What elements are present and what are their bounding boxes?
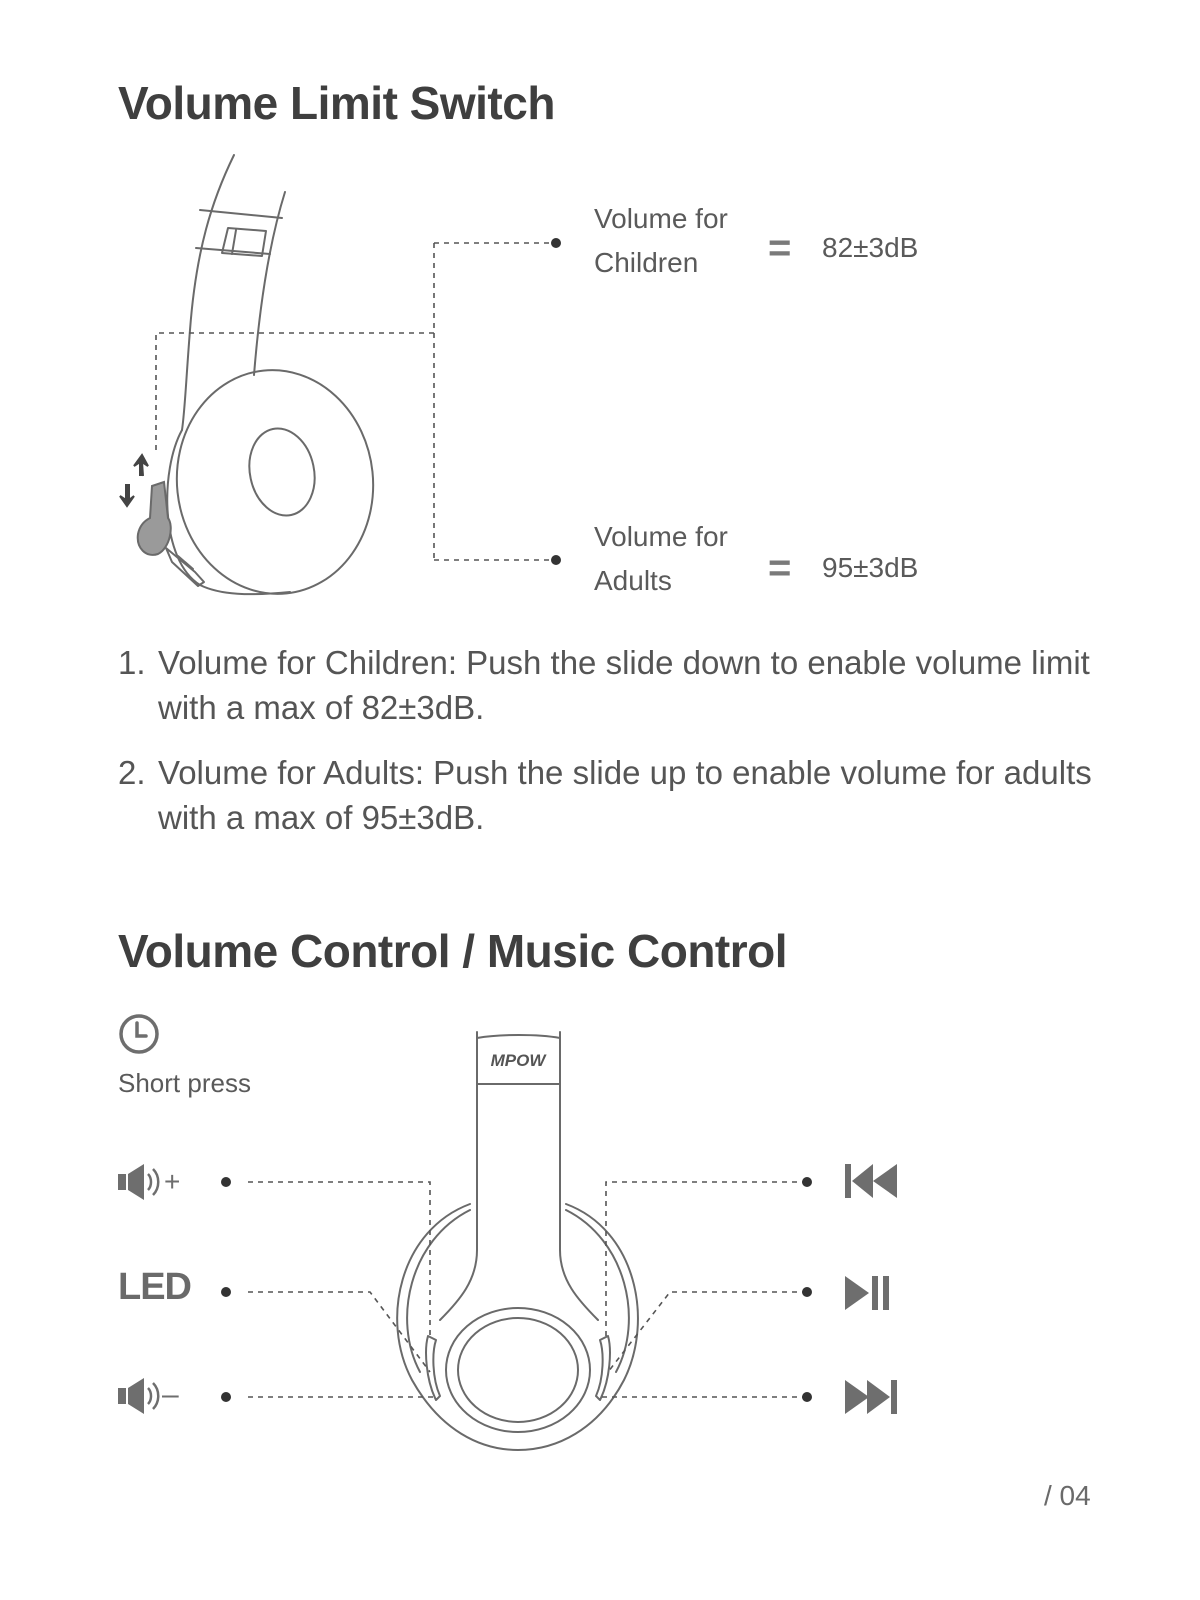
volume-down-button[interactable] — [118, 1378, 188, 1416]
children-label-line1: Volume for — [594, 203, 728, 234]
children-volume-value: 82±3dB — [822, 232, 919, 263]
volume-down-minus: – — [162, 1378, 179, 1411]
children-label-line2: Children — [594, 247, 699, 278]
instruction-text: Volume for Children: Push the slide down to enable volume limit with a max of 82±3dB. — [158, 644, 1090, 726]
speaker-volume-down-icon — [118, 1378, 168, 1416]
speaker-volume-up-icon — [118, 1164, 168, 1202]
previous-track-icon[interactable] — [845, 1164, 899, 1198]
instruction-number: 1. — [118, 644, 146, 681]
children-equals-sign: = — [768, 226, 792, 270]
play-pause-icon[interactable] — [845, 1276, 891, 1310]
volume-up-button[interactable] — [118, 1164, 188, 1202]
instruction-text: Volume for Adults: Push the slide up to enable volume for adults with a max of 95±3dB. — [158, 754, 1092, 836]
page-number: / 04 — [1044, 1480, 1091, 1511]
adults-volume-value: 95±3dB — [822, 552, 919, 583]
volume-control-title: Volume Control / Music Control — [118, 925, 788, 977]
volume-limit-title: Volume Limit Switch — [118, 77, 555, 129]
adults-label-line2: Adults — [594, 565, 672, 596]
adults-label-line1: Volume for — [594, 521, 728, 552]
instruction-number: 2. — [118, 754, 146, 791]
mpow-logo: MPOW — [490, 1051, 546, 1070]
led-label: LED — [118, 1266, 191, 1308]
volume-up-plus: + — [164, 1166, 181, 1197]
short-press-label: Short press — [118, 1068, 251, 1098]
next-track-icon[interactable] — [845, 1380, 899, 1414]
adults-equals-sign: = — [768, 546, 792, 590]
